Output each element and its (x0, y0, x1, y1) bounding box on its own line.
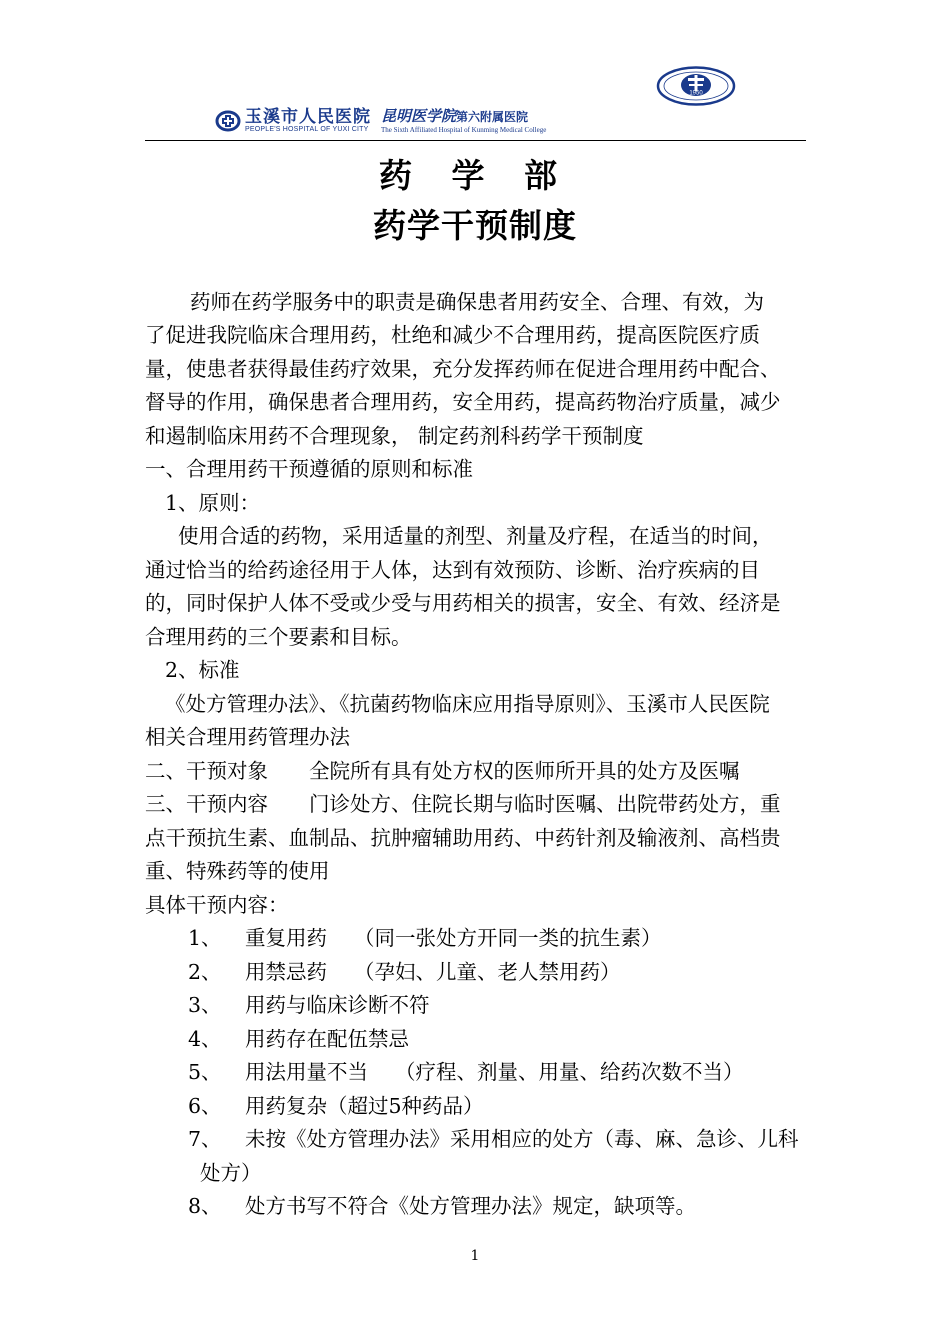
body-line: 督导的作用，确保患者合理用药，安全用药，提高药物治疗质量，减少 (145, 390, 781, 414)
subsection-heading: 1、原则： (165, 491, 261, 515)
list-item: 重复用药 （同一张处方开同一类的抗生素） (245, 926, 662, 950)
page-header (0, 0, 950, 150)
hospital-seal-icon (656, 66, 736, 106)
list-item-number: 8、 (188, 1194, 222, 1218)
list-item-number: 5、 (188, 1060, 222, 1084)
body-line: 量，使患者获得最佳药疗效果，充分发挥药师在促进合理用药中配合、 (145, 357, 781, 381)
subsection-heading: 2、标准 (165, 658, 240, 682)
body-line: 相关合理用药管理办法 (145, 725, 350, 749)
hospital-logo (215, 108, 546, 134)
list-item-number: 6、 (188, 1094, 222, 1118)
hospital-name-en: PEOPLE'S HOSPITAL OF YUXI CITY (245, 125, 369, 133)
body-line: 合理用药的三个要素和目标。 (145, 625, 412, 649)
body-line: 重、特殊药等的使用 (145, 859, 330, 883)
list-item-number: 1、 (188, 926, 222, 950)
list-item-number: 2、 (188, 960, 222, 984)
section-heading: 一、合理用药干预遵循的原则和标准 (145, 457, 473, 481)
list-item-continuation: 处方） (200, 1161, 262, 1185)
header-divider (145, 140, 806, 141)
department-title: 药 学 部 (379, 156, 571, 195)
list-item: 用药与临床诊断不符 (245, 993, 430, 1017)
list-item: 用法用量不当 （疗程、剂量、用量、给药次数不当） (245, 1060, 744, 1084)
college-name-en: The Sixth Affiliated Hospital of Kunming Medical College (381, 126, 547, 134)
college-name-cn: 昆明医学院第六附属医院 (381, 107, 529, 125)
seal-year: 1950 (689, 90, 703, 97)
list-item-number: 4、 (188, 1027, 222, 1051)
list-item: 用药复杂（超过5种药品） (245, 1094, 484, 1118)
list-item-number: 7、 (188, 1127, 222, 1151)
list-item: 处方书写不符合《处方管理办法》规定，缺项等。 (245, 1194, 696, 1218)
body-line: 了促进我院临床合理用药，杜绝和减少不合理用药，提高医院医疗质 (145, 323, 760, 347)
list-item-number: 3、 (188, 993, 222, 1017)
body-line: 药师在药学服务中的职责是确保患者用药安全、合理、有效，为 (190, 290, 764, 314)
body-line: 的，同时保护人体不受或少受与用药相关的损害，安全、有效、经济是 (145, 591, 781, 615)
body-line: 通过恰当的给药途径用于人体，达到有效预防、诊断、治疗疾病的目 (145, 558, 760, 582)
document-title: 药学干预制度 (373, 206, 577, 245)
hospital-emblem-icon (215, 110, 241, 132)
body-line: 点干预抗生素、血制品、抗肿瘤辅助用药、中药针剂及输液剂、高档贵 (145, 826, 781, 850)
section-heading: 三、干预内容 门诊处方、住院长期与临时医嘱、出院带药处方，重 (145, 792, 781, 816)
list-item: 用禁忌药 （孕妇、儿童、老人禁用药） (245, 960, 621, 984)
list-item: 用药存在配伍禁忌 (245, 1027, 409, 1051)
body-line: 具体干预内容： (145, 893, 289, 917)
body-line: 和遏制临床用药不合理现象， 制定药剂科药学干预制度 (145, 424, 644, 448)
body-line: 使用合适的药物，采用适量的剂型、剂量及疗程，在适当的时间， (178, 524, 773, 548)
body-line: 《处方管理办法》、《抗菌药物临床应用指导原则》、玉溪市人民医院 (165, 692, 770, 716)
page-number: 1 (470, 1248, 480, 1264)
list-item: 未按《处方管理办法》采用相应的处方（毒、麻、急诊、儿科 (245, 1127, 799, 1151)
hospital-name-cn: 玉溪市人民医院 (245, 106, 371, 127)
section-heading: 二、干预对象 全院所有具有处方权的医师所开具的处方及医嘱 (145, 759, 740, 783)
